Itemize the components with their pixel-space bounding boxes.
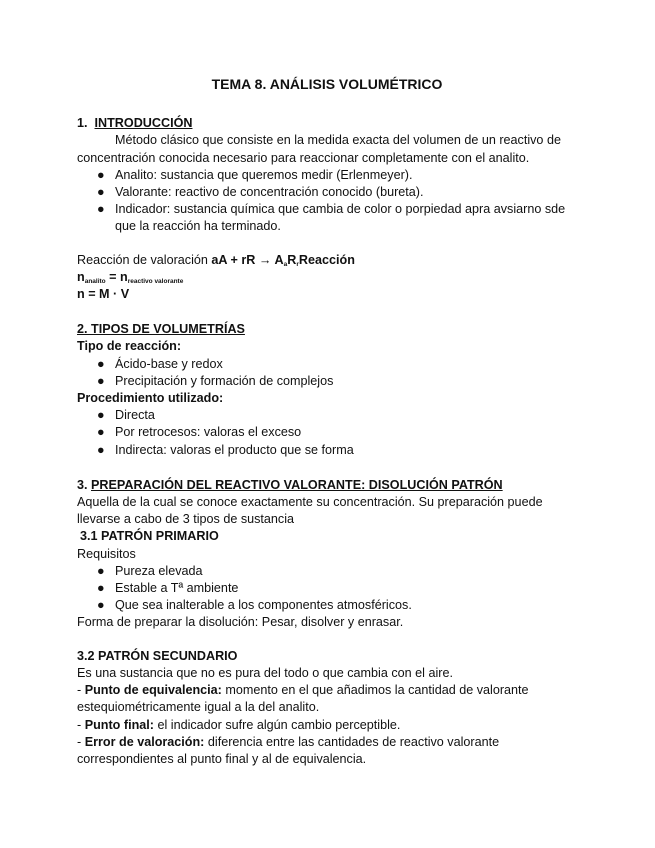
bullet-icon: ● (97, 167, 105, 182)
bullet-icon: ● (97, 425, 105, 440)
list-item: ● Valorante: reactivo de concentración conocido (bureta). (77, 184, 577, 201)
bullet-icon: ● (97, 598, 105, 613)
list-item: ● Pureza elevada (77, 563, 577, 580)
bullet-icon: ● (97, 356, 105, 371)
list-item: ● Indirecta: valoras el producto que se forma (77, 442, 577, 459)
list-item: ● Directa (77, 407, 577, 424)
section-1-list (77, 167, 577, 236)
section-2-subheading-procedure: Procedimiento utilizado: (77, 391, 224, 406)
molarity-equation: n = M · V (77, 287, 130, 302)
bullet-icon: ● (97, 373, 105, 388)
section-3-1-list (77, 563, 577, 615)
section-3-1-heading: 3.1 PATRÓN PRIMARIO (80, 529, 219, 544)
list-item: ● Precipitación y formación de complejos (77, 373, 577, 390)
section-2-heading: 2. TIPOS DE VOLUMETRÍAS (77, 322, 245, 337)
moles-equation: $n_{analito} = n_{reactivo valorante}$ (77, 269, 184, 285)
section-3-1-preparation: Forma de preparar la disolución: Pesar, disolver y enrasar. (77, 615, 404, 630)
list-item: ● Que sea inalterable a los componentes atmosféricos. (77, 597, 577, 614)
definition-end-point: - Punto final: el indicador sufre algún cambio perceptible. (77, 717, 401, 732)
list-item: ● Analito: sustancia que queremos medir (Erlenmeyer). (77, 167, 577, 184)
list-item: ● Ácido-base y redox (77, 356, 577, 373)
definition-equivalence-point: - Punto de equivalencia: momento en el que añadimos la cantidad de valorante estequiométricamente igual a la del analito. (77, 683, 529, 715)
section-2-subheading-reaction: Tipo de reacción: (77, 339, 182, 354)
section-1-intro: Método clásico que consiste en la medida exacta del volumen de un reactivo de concentración conocida necesario para reaccionar completamente con el analito. (77, 133, 561, 165)
section-2-list-reaction (77, 356, 577, 390)
bullet-icon: ● (97, 202, 105, 217)
section-3-2-heading: 3.2 PATRÓN SECUNDARIO (77, 648, 238, 663)
section-3-1-requirements-label: Requisitos (77, 546, 136, 561)
list-item: ● Indicador: sustancia química que cambia de color o porpiedad apra avsiarno sde que la reacción ha terminado. (97, 202, 566, 234)
list-item: ● Estable a Tª ambiente (77, 580, 577, 597)
definition-titration-error: - Error de valoración: diferencia entre las cantidades de reactivo valorante correspondientes al punto final y al de equivalencia. (77, 734, 500, 766)
bullet-icon: ● (97, 581, 105, 596)
section-2-list-procedure (77, 407, 577, 459)
section-3-intro: Aquella de la cual se conoce exactamente su concentración. Su preparación puede llevarse a cabo de 3 tipos de sustancia (77, 495, 543, 527)
section-3-2-intro: Es una sustancia que no es pura del todo o que cambia con el aire. (77, 665, 453, 680)
reaction-formula: aA + rR → $A_aR_rReacción$ (211, 252, 355, 268)
bullet-icon: ● (97, 408, 105, 423)
section-1-title: INTRODUCCIÓN (94, 116, 193, 131)
document-title: TEMA 8. ANÁLISIS VOLUMÉTRICO (211, 76, 443, 92)
section-1-number: 1. (77, 116, 88, 131)
section-3-heading: 3. PREPARACIÓN DEL REACTIVO VALORANTE: DISOLUCIÓN PATRÓN (77, 477, 503, 492)
section-1-heading (77, 115, 577, 132)
reaction-line: Reacción de valoración aA + rR → $A_aR_rReacción$ (77, 252, 355, 268)
bullet-icon: ● (97, 185, 105, 200)
bullet-icon: ● (97, 442, 105, 457)
bullet-icon: ● (97, 563, 105, 578)
list-item: ● Por retrocesos: valoras el exceso (77, 424, 577, 441)
document-content (77, 68, 577, 768)
